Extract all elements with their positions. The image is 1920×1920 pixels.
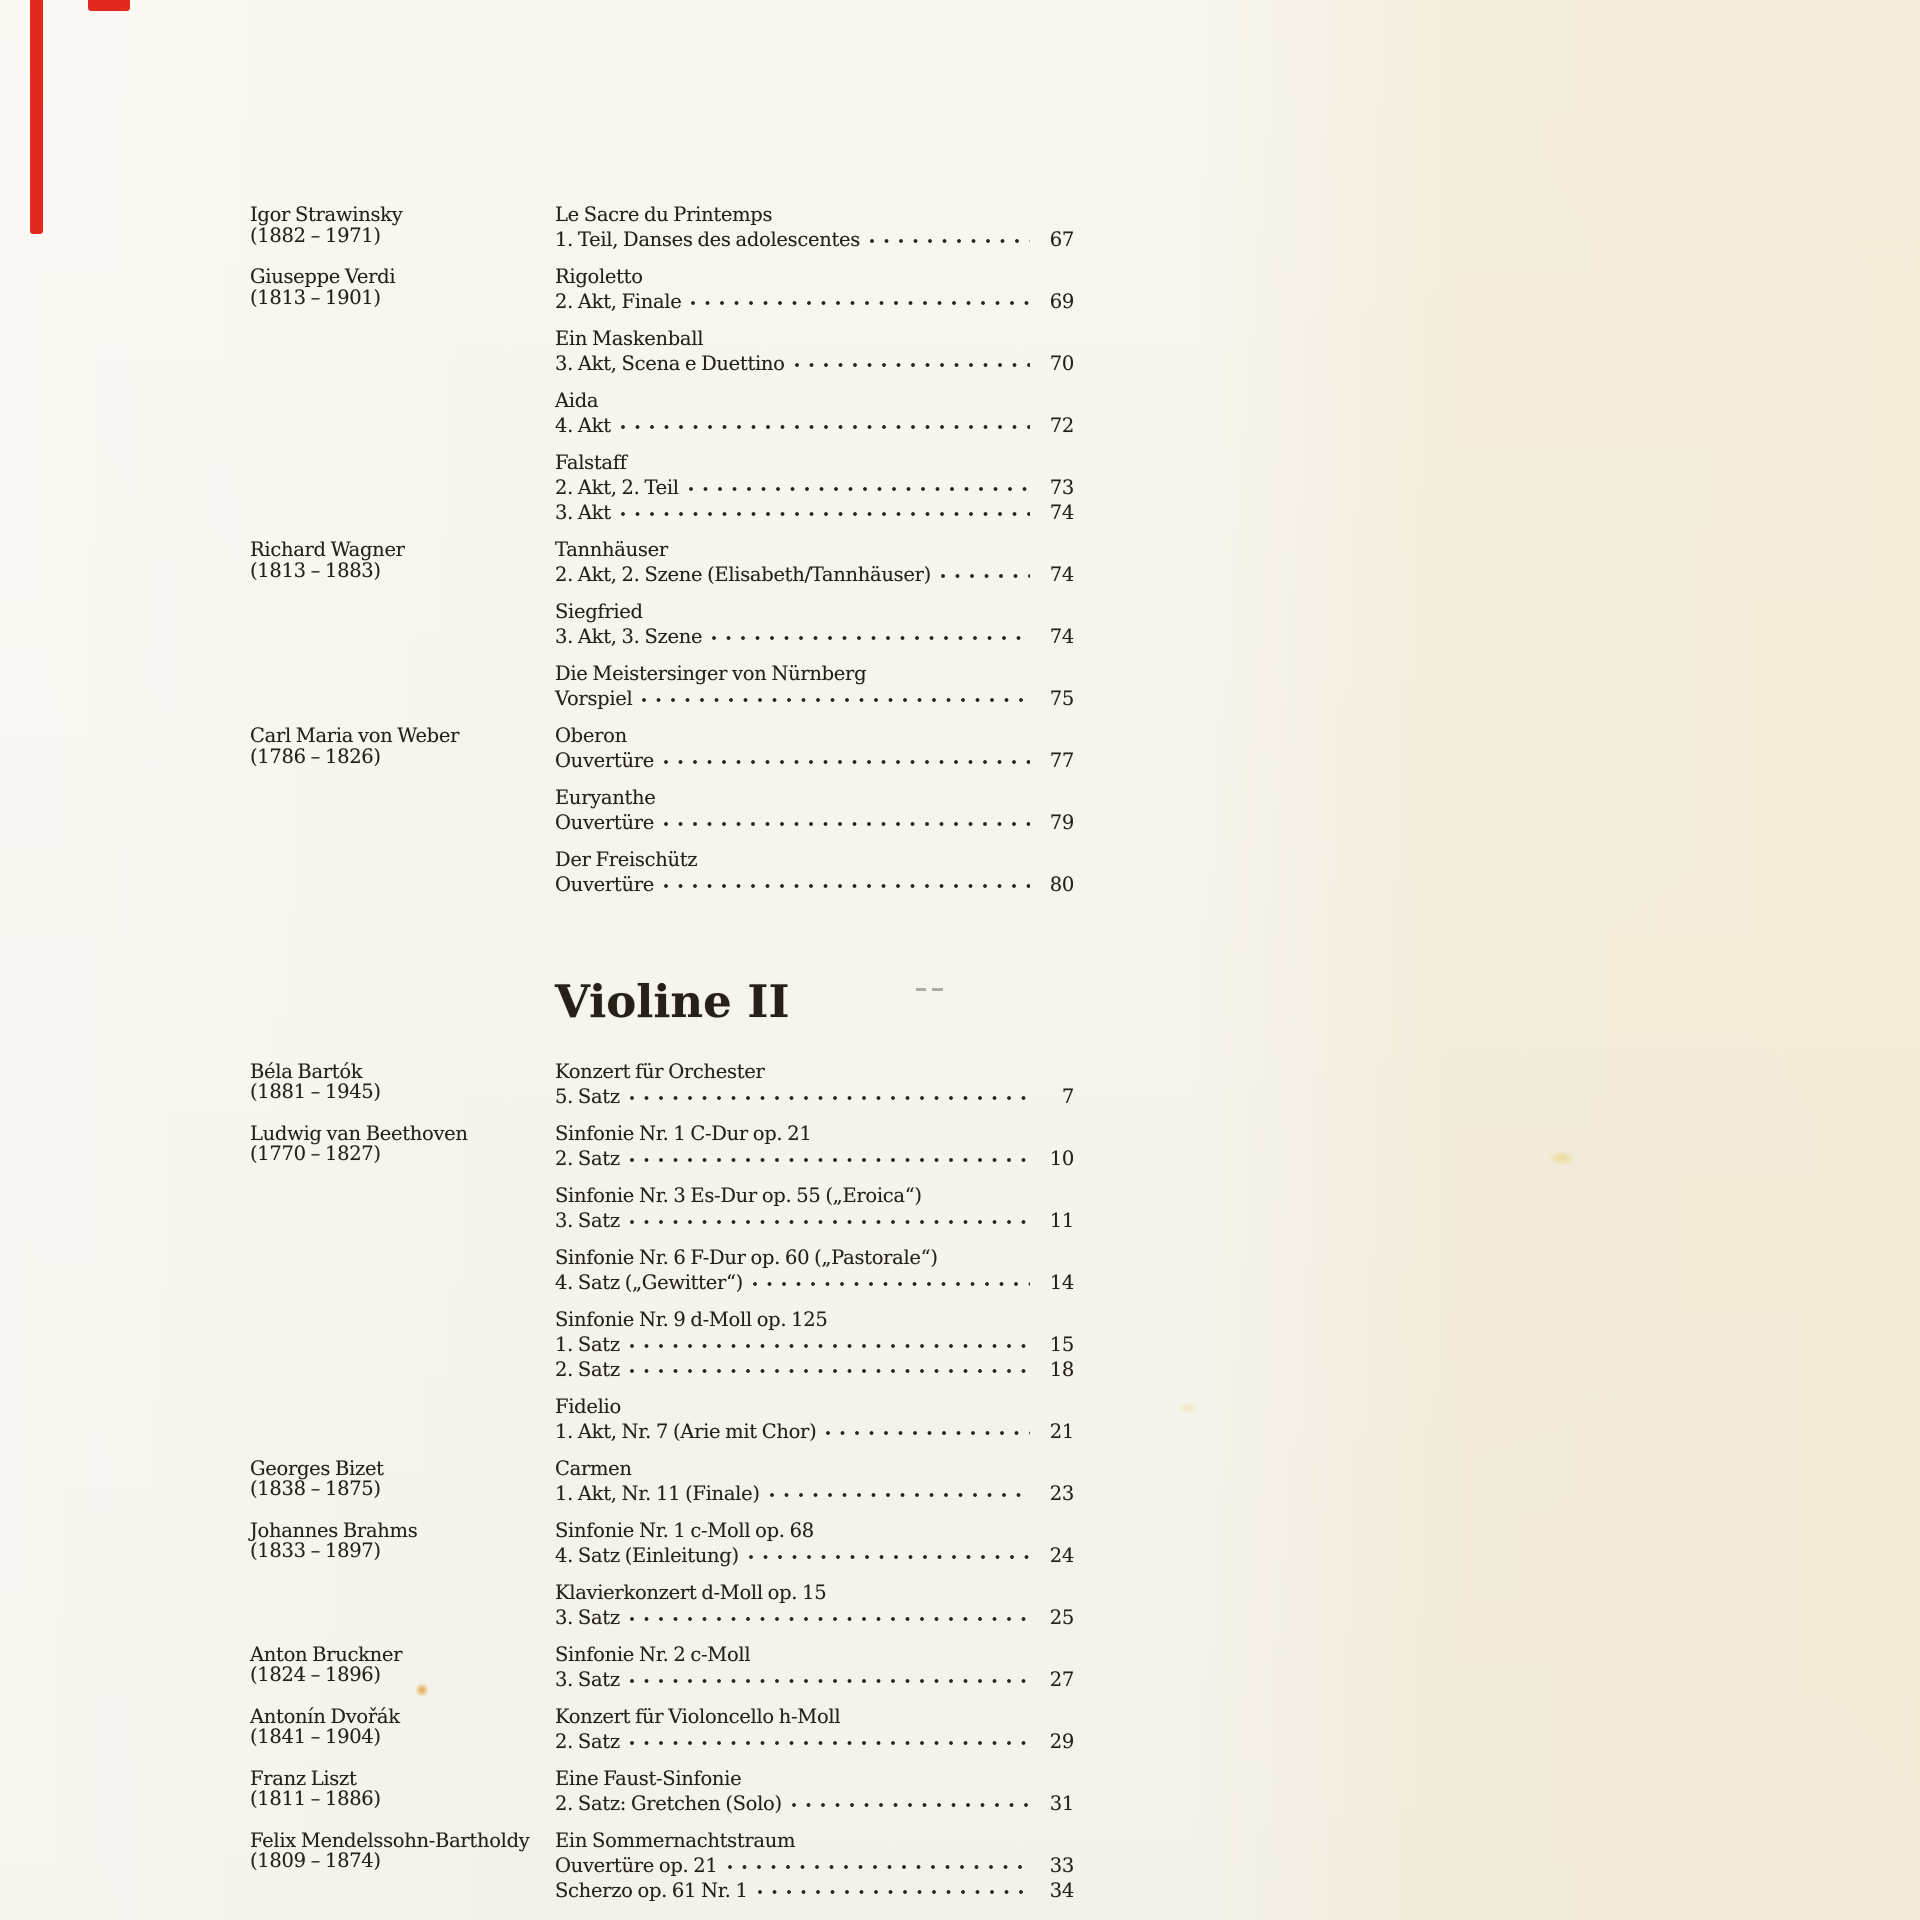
composer-dates: (1841 – 1904) <box>250 1725 381 1748</box>
work-title: Klavierkonzert d-Moll op. 15 <box>555 1580 827 1604</box>
composer-name: Felix Mendelssohn-Bartholdy <box>250 1828 530 1852</box>
movement-row <box>555 1479 1074 1504</box>
toc-entry <box>250 1183 1074 1232</box>
movement-label: 3. Akt <box>555 501 611 524</box>
movement-row <box>555 623 1074 648</box>
movement-label: Ouvertüre op. 21 <box>555 1853 718 1877</box>
movement-row <box>555 871 1074 896</box>
movement-label: Ouvertüre <box>555 749 654 772</box>
toc-entry <box>250 602 1074 648</box>
composer-cell <box>250 1518 555 1567</box>
movement-row <box>555 350 1074 375</box>
page-number: 18 <box>1049 1357 1074 1381</box>
works-cell <box>555 1456 1074 1505</box>
page-number: 77 <box>1049 749 1074 772</box>
dot-leader <box>748 1876 1038 1897</box>
dot-leader <box>760 1479 1038 1500</box>
movement-row <box>555 1851 1074 1876</box>
composer-name: Carl Maria von Weber <box>250 724 460 747</box>
works-cell <box>555 391 1074 437</box>
composer-cell <box>250 1642 555 1691</box>
movement-row <box>555 226 1074 251</box>
page-number: 72 <box>1049 414 1074 437</box>
toc-entry <box>250 329 1074 375</box>
toc-entry <box>250 453 1074 524</box>
work-title: Sinfonie Nr. 6 F-Dur op. 60 („Pastorale“) <box>555 1245 938 1269</box>
composer-cell <box>250 726 555 772</box>
works-cell <box>555 1394 1074 1443</box>
composer-cell <box>250 453 555 524</box>
composer-name: Igor Strawinsky <box>250 203 403 226</box>
composer-name: Antonín Dvořák <box>250 1704 400 1728</box>
works-cell <box>555 664 1074 710</box>
page-number: 74 <box>1049 563 1074 586</box>
works-cell <box>555 1307 1074 1381</box>
dot-leader <box>718 1851 1038 1872</box>
work-title: Euryanthe <box>555 786 656 809</box>
movement-row <box>555 1541 1074 1566</box>
movement-row <box>555 1355 1074 1380</box>
toc-entry <box>250 788 1074 834</box>
page-number: 14 <box>1049 1270 1074 1294</box>
page-number: 31 <box>1049 1791 1074 1815</box>
toc-entry <box>250 1518 1074 1567</box>
works-cell <box>555 1183 1074 1232</box>
works-cell <box>555 1059 1074 1108</box>
toc-entry <box>250 1828 1074 1902</box>
work-title: Der Freischütz <box>555 848 698 871</box>
toc-entry <box>250 1766 1074 1815</box>
composer-cell <box>250 205 555 251</box>
movement-row <box>555 1206 1074 1231</box>
movement-row <box>555 1268 1074 1293</box>
works-cell <box>555 1642 1074 1691</box>
works-cell <box>555 1580 1074 1629</box>
toc-entry <box>250 1394 1074 1443</box>
movement-row <box>555 1789 1074 1814</box>
page-number: 67 <box>1049 228 1074 251</box>
dot-leader <box>654 871 1038 892</box>
composer-dates: (1881 – 1945) <box>250 1080 381 1103</box>
composer-cell <box>250 1310 555 1381</box>
page-number: 74 <box>1049 501 1074 524</box>
dot-leader <box>785 350 1038 371</box>
dot-leader <box>743 1268 1038 1289</box>
movement-label: 2. Satz: Gretchen (Solo) <box>555 1791 782 1815</box>
composer-cell <box>250 1186 555 1232</box>
works-cell <box>555 1828 1074 1902</box>
composer-cell <box>250 391 555 437</box>
works-cell <box>555 1121 1074 1170</box>
toc-entry <box>250 1059 1074 1108</box>
works-cell <box>555 1518 1074 1567</box>
composer-cell <box>250 664 555 710</box>
dot-leader <box>620 1206 1038 1227</box>
dot-leader <box>611 499 1038 520</box>
works-cell <box>555 726 1074 772</box>
movement-label: 3. Satz <box>555 1208 620 1232</box>
work-title: Carmen <box>555 1456 632 1480</box>
composer-dates: (1813 – 1883) <box>250 558 381 582</box>
movement-row <box>555 412 1074 437</box>
movement-label: 4. Akt <box>555 414 611 437</box>
movement-label: Scherzo op. 61 Nr. 1 <box>555 1878 748 1902</box>
movement-label: 2. Satz <box>555 1357 620 1381</box>
toc-entry <box>250 664 1074 710</box>
works-cell <box>555 540 1074 586</box>
movement-label: Ouvertüre <box>555 873 654 896</box>
dot-leader <box>816 1417 1038 1438</box>
work-title: Konzert für Violoncello h-Moll <box>555 1704 841 1728</box>
dot-leader <box>620 1603 1038 1624</box>
dot-leader <box>620 1727 1038 1748</box>
work-title: Aida <box>555 389 599 412</box>
work-title: Siegfried <box>555 600 643 623</box>
page-number: 27 <box>1049 1667 1074 1691</box>
composer-cell <box>250 1828 555 1902</box>
composer-cell <box>250 1248 555 1294</box>
composer-name: Franz Liszt <box>250 1766 357 1790</box>
movement-label: 1. Akt, Nr. 7 (Arie mit Chor) <box>555 1419 817 1443</box>
page-number: 33 <box>1049 1853 1074 1877</box>
composer-cell <box>250 1704 555 1753</box>
composer-cell <box>250 1456 555 1505</box>
dot-leader <box>681 288 1038 309</box>
toc-entry <box>250 850 1074 896</box>
dot-leader <box>702 623 1038 644</box>
composer-dates: (1833 – 1897) <box>250 1539 381 1562</box>
movement-row <box>555 1603 1074 1628</box>
movement-label: 1. Satz <box>555 1332 620 1356</box>
movement-label: 1. Teil, Danses des adolescentes <box>555 228 860 251</box>
work-title: Sinfonie Nr. 3 Es-Dur op. 55 („Eroica“) <box>555 1183 922 1207</box>
composer-dates: (1811 – 1886) <box>250 1787 381 1810</box>
movement-label: 5. Satz <box>555 1084 620 1108</box>
red-mark-top-edge <box>88 0 130 11</box>
toc-entry <box>250 1642 1074 1691</box>
movement-row <box>555 288 1074 313</box>
section-heading: Violine II <box>555 974 790 1028</box>
movement-label: Ouvertüre <box>555 811 654 834</box>
movement-label: 2. Akt, Finale <box>555 290 682 313</box>
work-title: Die Meistersinger von Nürnberg <box>555 662 867 685</box>
movement-label: 2. Akt, 2. Szene (Elisabeth/Tannhäuser) <box>555 563 931 586</box>
movement-label: 2. Akt, 2. Teil <box>555 476 679 499</box>
dot-leader <box>611 412 1038 433</box>
works-cell <box>555 788 1074 834</box>
paper-stain <box>1178 1402 1198 1414</box>
works-cell <box>555 602 1074 648</box>
red-mark-left-edge <box>30 0 43 234</box>
works-cell <box>555 453 1074 524</box>
composer-cell <box>250 267 555 313</box>
works-cell <box>555 1766 1074 1815</box>
composer-name: Richard Wagner <box>250 538 405 561</box>
works-cell <box>555 329 1074 375</box>
page-number: 80 <box>1049 873 1074 896</box>
movement-label: 3. Akt, Scena e Duettino <box>555 352 785 375</box>
composer-name: Béla Bartók <box>250 1059 363 1083</box>
work-title: Ein Maskenball <box>555 327 704 350</box>
work-title: Eine Faust-Sinfonie <box>555 1766 742 1790</box>
movement-label: 2. Satz <box>555 1146 620 1170</box>
movement-label: 3. Akt, 3. Szene <box>555 625 703 648</box>
composer-cell <box>250 540 555 586</box>
toc-entry <box>250 391 1074 437</box>
toc-entry <box>250 726 1074 772</box>
work-title: Fidelio <box>555 1394 621 1418</box>
page-number: 21 <box>1049 1419 1074 1443</box>
toc-entry <box>250 1580 1074 1629</box>
page-number: 73 <box>1049 476 1074 499</box>
toc-entry <box>250 1456 1074 1505</box>
toc-entry <box>250 1307 1074 1381</box>
toc-entry <box>250 1704 1074 1753</box>
movement-label: 3. Satz <box>555 1605 620 1629</box>
composer-dates: (1809 – 1874) <box>250 1849 381 1872</box>
dot-leader <box>620 1665 1038 1686</box>
table-of-contents <box>250 0 1074 1918</box>
toc-entry <box>250 1245 1074 1294</box>
dot-leader <box>860 226 1038 247</box>
composer-dates: (1824 – 1896) <box>250 1663 381 1686</box>
works-cell <box>555 267 1074 313</box>
page-number: 24 <box>1049 1543 1074 1567</box>
work-title: Oberon <box>555 724 627 747</box>
page-number: 34 <box>1049 1878 1074 1902</box>
page-number: 10 <box>1049 1146 1074 1170</box>
movement-row <box>555 1417 1074 1442</box>
movement-label: Vorspiel <box>555 687 633 710</box>
movement-row <box>555 685 1074 710</box>
works-cell <box>555 1704 1074 1753</box>
dot-leader <box>620 1355 1038 1376</box>
movement-row <box>555 1082 1074 1107</box>
dot-leader <box>931 561 1038 582</box>
movement-row <box>555 474 1074 499</box>
movement-row <box>555 1330 1074 1355</box>
movement-label: 3. Satz <box>555 1667 620 1691</box>
composer-cell <box>250 788 555 834</box>
work-title: Le Sacre du Printemps <box>555 203 773 226</box>
page-number: 74 <box>1049 625 1074 648</box>
movement-row <box>555 561 1074 586</box>
movement-label: 4. Satz (Einleitung) <box>555 1543 739 1567</box>
movement-label: 2. Satz <box>555 1729 620 1753</box>
movement-row <box>555 1876 1074 1901</box>
page-number: 15 <box>1049 1332 1074 1356</box>
composer-name: Giuseppe Verdi <box>250 265 396 288</box>
composer-dates: (1786 – 1826) <box>250 744 381 768</box>
composer-cell <box>250 602 555 648</box>
composer-dates: (1882 – 1971) <box>250 223 381 247</box>
movement-row <box>555 499 1074 524</box>
toc-entry <box>250 205 1074 251</box>
toc-entry <box>250 1121 1074 1170</box>
composer-cell <box>250 1397 555 1443</box>
work-title: Tannhäuser <box>555 538 668 561</box>
works-cell <box>555 850 1074 896</box>
composer-dates: (1838 – 1875) <box>250 1477 381 1500</box>
work-title: Sinfonie Nr. 1 c-Moll op. 68 <box>555 1518 814 1542</box>
composer-cell <box>250 1121 555 1170</box>
paper-stain <box>1548 1150 1576 1166</box>
work-title: Sinfonie Nr. 9 d-Moll op. 125 <box>555 1307 828 1331</box>
composer-dates: (1813 – 1901) <box>250 285 381 309</box>
works-cell <box>555 1245 1074 1294</box>
dot-leader <box>620 1082 1038 1103</box>
composer-name: Ludwig van Beethoven <box>250 1121 468 1145</box>
dot-leader <box>620 1330 1038 1351</box>
composer-dates: (1770 – 1827) <box>250 1142 381 1165</box>
page-number: 75 <box>1049 687 1074 710</box>
composer-cell <box>250 1766 555 1815</box>
movement-row <box>555 1144 1074 1169</box>
dot-leader <box>679 474 1038 495</box>
dot-leader <box>632 685 1038 706</box>
work-title: Ein Sommernachtstraum <box>555 1828 796 1852</box>
composer-cell <box>250 1583 555 1629</box>
page-number: 69 <box>1049 290 1074 313</box>
page-number: 23 <box>1049 1481 1074 1505</box>
composer-name: Georges Bizet <box>250 1456 384 1480</box>
movement-row <box>555 809 1074 834</box>
works-cell <box>555 205 1074 251</box>
dot-leader <box>782 1789 1038 1810</box>
work-title: Konzert für Orchester <box>555 1059 765 1083</box>
page-number: 25 <box>1049 1605 1074 1629</box>
movement-label: 1. Akt, Nr. 11 (Finale) <box>555 1481 760 1505</box>
dot-leader <box>620 1144 1038 1165</box>
movement-label: 4. Satz („Gewitter“) <box>555 1270 743 1294</box>
page-number: 70 <box>1049 352 1074 375</box>
composer-cell <box>250 329 555 375</box>
dot-leader <box>739 1541 1038 1562</box>
composer-cell <box>250 850 555 896</box>
composer-cell <box>250 1059 555 1108</box>
dot-leader <box>654 809 1038 830</box>
work-title: Sinfonie Nr. 1 C-Dur op. 21 <box>555 1121 812 1145</box>
toc-entry <box>250 267 1074 313</box>
toc-entry <box>250 540 1074 586</box>
composer-name: Anton Bruckner <box>250 1642 403 1666</box>
composer-name: Johannes Brahms <box>250 1518 418 1542</box>
page-number: 79 <box>1049 811 1074 834</box>
work-title: Sinfonie Nr. 2 c-Moll <box>555 1642 751 1666</box>
page-number: 29 <box>1049 1729 1074 1753</box>
page-number: 7 <box>1061 1084 1074 1108</box>
movement-row <box>555 747 1074 772</box>
work-title: Rigoletto <box>555 265 643 288</box>
dot-leader <box>654 747 1038 768</box>
work-title: Falstaff <box>555 451 627 474</box>
movement-row <box>555 1665 1074 1690</box>
page-number: 11 <box>1049 1208 1074 1232</box>
movement-row <box>555 1727 1074 1752</box>
